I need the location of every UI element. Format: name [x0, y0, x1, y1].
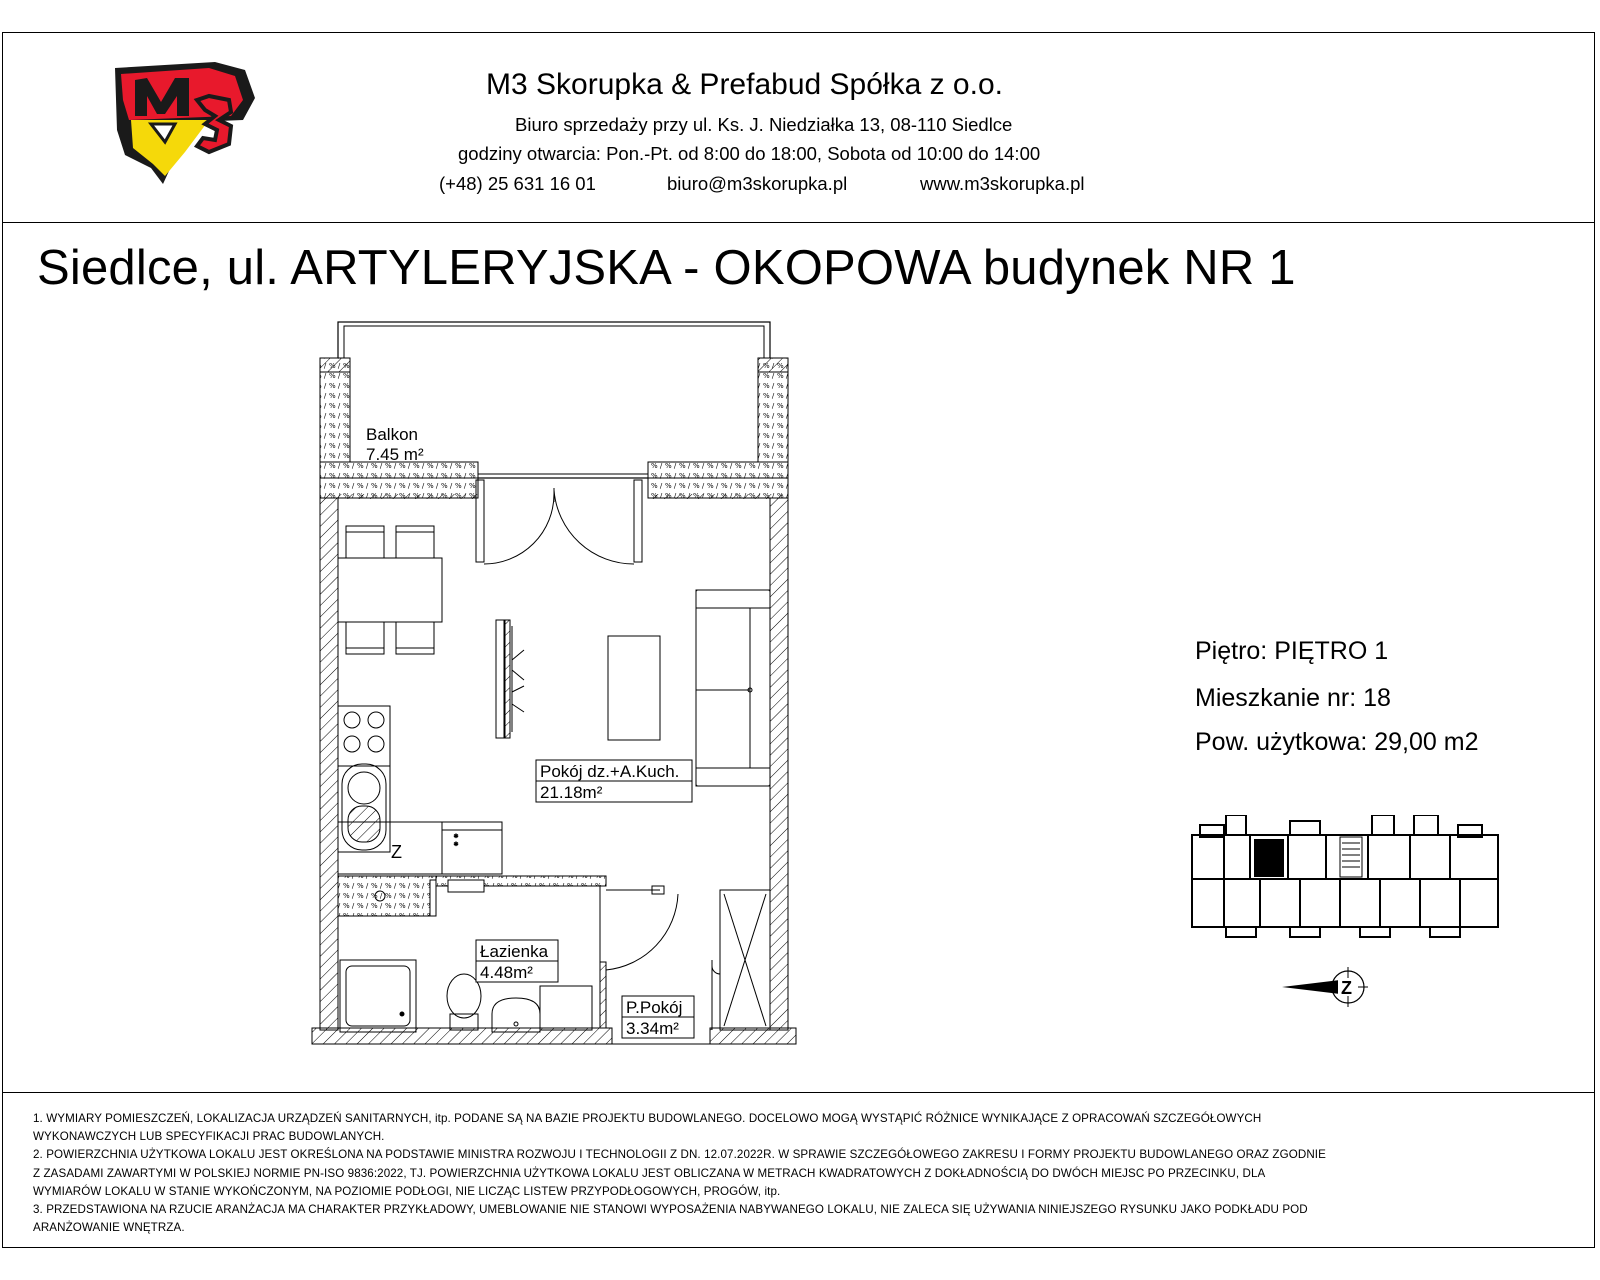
note-line: ARANŻOWANIE WNĘTRZA.: [33, 1221, 185, 1235]
room-label-balkon: [366, 425, 424, 464]
notes-section: [33, 1110, 1473, 1237]
floor-info: Piętro: PIĘTRO 1: [1195, 637, 1389, 665]
room-label-lazienka: [476, 940, 558, 982]
phone-number: (+48) 25 631 16 01: [439, 173, 596, 194]
sofa: [696, 590, 770, 786]
header-divider: [2, 222, 1595, 223]
note-line: 2. POWIERZCHNIA UŻYTKOWA LOKALU JEST OKREŚLONA NA PODSTAWIE MINISTRA ROZWOJU I TECHNOLOGII Z DN. 12.07.2022R. W SPRAWIE SZCZEGÓŁOWEGO ZAKRESU I FORMY PROJEKTU BUDOWLANEGO ORAZ ZGODNIE: [33, 1148, 1326, 1162]
svg-text:21.18m²: 21.18m²: [540, 783, 603, 802]
fridge-label: Z: [391, 842, 402, 862]
balcony-door: [476, 480, 642, 564]
selected-apartment-marker: [1254, 839, 1284, 877]
svg-text:Pokój dz.+A.Kuch.: Pokój dz.+A.Kuch.: [540, 762, 680, 781]
svg-text:*: *: [454, 841, 458, 850]
company-name: M3 Skorupka & Prefabud Spółka z o.o.: [486, 68, 1003, 101]
svg-text:P.Pokój: P.Pokój: [626, 998, 683, 1017]
building-key-plan: [1190, 815, 1500, 950]
closet-partition: [600, 962, 606, 1028]
email-address: biuro@m3skorupka.pl: [667, 173, 848, 194]
room-label-ppokoj: [622, 996, 694, 1038]
compass-label: Z: [1341, 978, 1352, 998]
usable-area: Pow. użytkowa: 29,00 m2: [1195, 728, 1479, 756]
floor-plan: [300, 320, 820, 1080]
note-line: WYKONAWCZYCH LUB SPECYFIKACJI PRAC BUDOWLANYCH.: [33, 1130, 385, 1144]
svg-text:3.34m²: 3.34m²: [626, 1019, 679, 1038]
coffee-table: [608, 636, 660, 740]
wardrobe: [712, 890, 770, 1030]
left-wall: [320, 498, 338, 1030]
dining-table: [338, 526, 442, 654]
svg-text:Balkon: Balkon: [366, 425, 418, 444]
room-label-living: [536, 760, 692, 802]
compass-icon: [1280, 962, 1380, 1012]
apartment-number: Mieszkanie nr: 18: [1195, 684, 1391, 712]
svg-text:Łazienka: Łazienka: [480, 942, 549, 961]
svg-text:7.45 m²: 7.45 m²: [366, 445, 424, 464]
tv-stand: [496, 620, 524, 738]
shower: [340, 960, 416, 1032]
note-line: Z ZASADAMI ZAWARTYMI W POLSKIEJ NORMIE PN-ISO 9836:2022, TJ. POWIERZCHNIA UŻYTKOWA LOKALU JEST OBLICZANA W METRACH KWADRATOWYCH Z DOKŁADNOŚCIĄ DO DWÓCH MIEJSC PO PRZECINKU, DLA: [33, 1166, 1266, 1180]
note-line: 1. WYMIARY POMIESZCZEŃ, LOKALIZACJA URZĄDZEŃ SANITARNYCH, itp. PODANE SĄ NA BAZIE PROJEKTU BUDOWLANEGO. DOCELOWO MOGĄ WYSTĄPIĆ RÓŻNICE WYNIKAJĄCE Z OPRACOWAŃ SZCZEGÓŁOWYCH: [33, 1112, 1262, 1125]
company-logo: [105, 60, 265, 190]
bathroom-door: [600, 886, 678, 970]
notes-divider: [2, 1092, 1595, 1093]
bathroom-wall: [338, 876, 606, 916]
note-line: 3. PRZEDSTAWIONA NA RZUCIE ARANŻACJA MA CHARAKTER PRZYKŁADOWY, UMEBLOWANIE NIE STANOWI WYPOSAŻENIA NABYWANEGO LOKALU, NIE ZALECA SIĘ UŻYWANIA NINIEJSZEGO RYSUNKU JAKO PODKŁADU POD: [33, 1203, 1308, 1217]
washing-machine: [540, 986, 592, 1030]
office-address: Biuro sprzedaży przy ul. Ks. J. Niedziałka 13, 08-110 Siedlce: [515, 114, 1013, 135]
website: www.m3skorupka.pl: [920, 173, 1085, 194]
svg-text:*: *: [454, 833, 458, 842]
bathroom-sink: [492, 998, 540, 1032]
right-wall: [770, 498, 788, 1030]
page-title: Siedlce, ul. ARTYLERYJSKA - OKOPOWA budynek NR 1: [37, 241, 1296, 295]
svg-text:4.48m²: 4.48m²: [480, 963, 533, 982]
kitchen-counter: [338, 706, 502, 874]
note-line: WYMIARÓW LOKALU W STANIE WYKOŃCZONYM, NA POZIOMIE PODŁOGI, NIE LICZĄC LISTEW PRZYPODŁOGOWYCH, PROGÓW, itp.: [33, 1184, 781, 1198]
opening-hours: godziny otwarcia: Pon.-Pt. od 8:00 do 18:00, Sobota od 10:00 do 14:00: [458, 143, 1041, 164]
